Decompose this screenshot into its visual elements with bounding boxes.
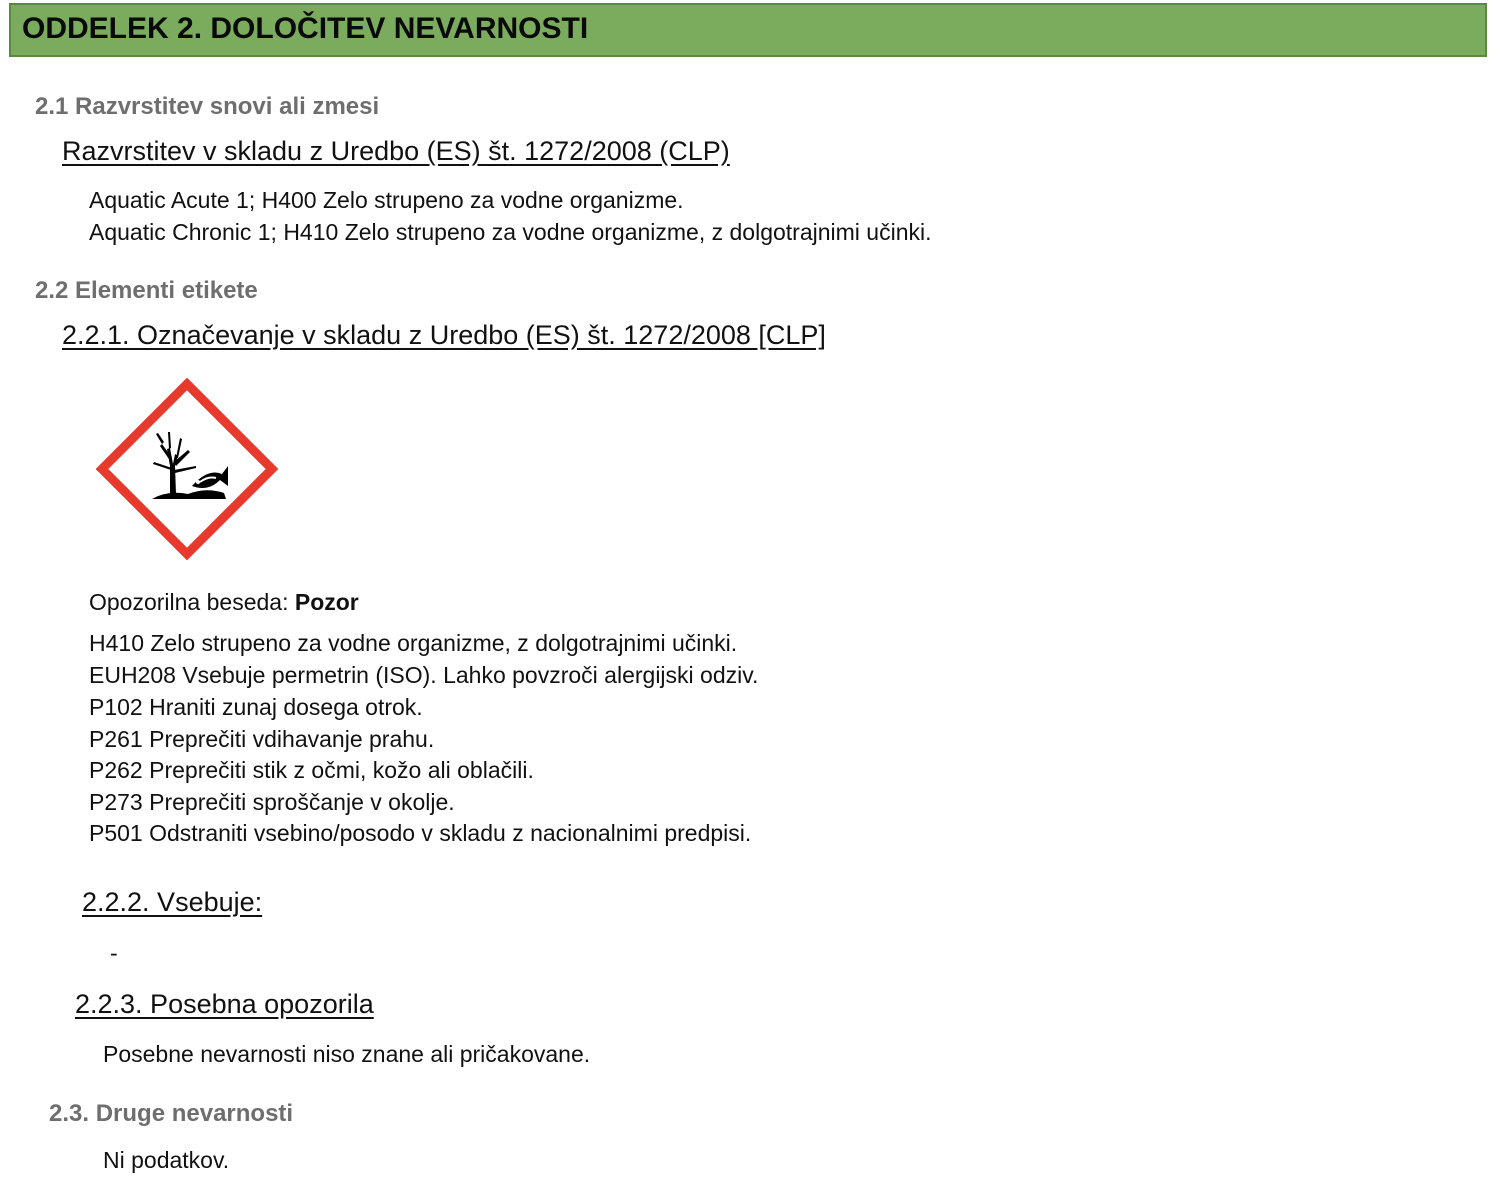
environment-hazard-icon <box>96 378 278 560</box>
heading-2-2: 2.2 Elementi etikete <box>35 277 258 304</box>
section-title: ODDELEK 2. DOLOČITEV NEVARNOSTI <box>22 12 589 45</box>
subheading-special-warnings: 2.2.3. Posebna opozorila <box>75 989 374 1019</box>
precautionary-statement: P262 Preprečiti stik z očmi, kožo ali oblačili. <box>89 757 534 783</box>
heading-2-1: 2.1 Razvrstitev snovi ali zmesi <box>35 93 380 120</box>
hazard-statement: EUH208 Vsebuje permetrin (ISO). Lahko povzroči alergijski odziv. <box>89 662 759 688</box>
classification-line: Aquatic Acute 1; H400 Zelo strupeno za vodne organizme. <box>89 187 684 213</box>
precautionary-statement: P273 Preprečiti sproščanje v okolje. <box>89 789 455 815</box>
signal-word-line <box>89 589 359 616</box>
other-hazards-text: Ni podatkov. <box>103 1147 230 1173</box>
classification-line: Aquatic Chronic 1; H410 Zelo strupeno za vodne organizme, z dolgotrajnimi učinki. <box>89 219 932 245</box>
precautionary-statement: P501 Odstraniti vsebino/posodo v skladu z nacionalnimi predpisi. <box>89 820 752 846</box>
signal-word: Pozor <box>294 589 359 615</box>
precautionary-statement: P261 Preprečiti vdihavanje prahu. <box>89 726 435 752</box>
subheading-contains: 2.2.2. Vsebuje: <box>82 887 263 917</box>
special-warnings-text: Posebne nevarnosti niso znane ali pričakovane. <box>103 1041 591 1067</box>
contains-value: - <box>110 940 118 966</box>
signal-word-label: Opozorilna beseda: <box>89 589 295 615</box>
subheading-clp-classification: Razvrstitev v skladu z Uredbo (ES) št. 1272/2008 (CLP) <box>62 136 730 166</box>
subheading-clp-labelling: 2.2.1. Označevanje v skladu z Uredbo (ES) št. 1272/2008 [CLP] <box>62 320 826 350</box>
precautionary-statement: P102 Hraniti zunaj dosega otrok. <box>89 694 423 720</box>
heading-2-3: 2.3. Druge nevarnosti <box>49 1100 294 1127</box>
hazard-statement: H410 Zelo strupeno za vodne organizme, z dolgotrajnimi učinki. <box>89 630 738 656</box>
